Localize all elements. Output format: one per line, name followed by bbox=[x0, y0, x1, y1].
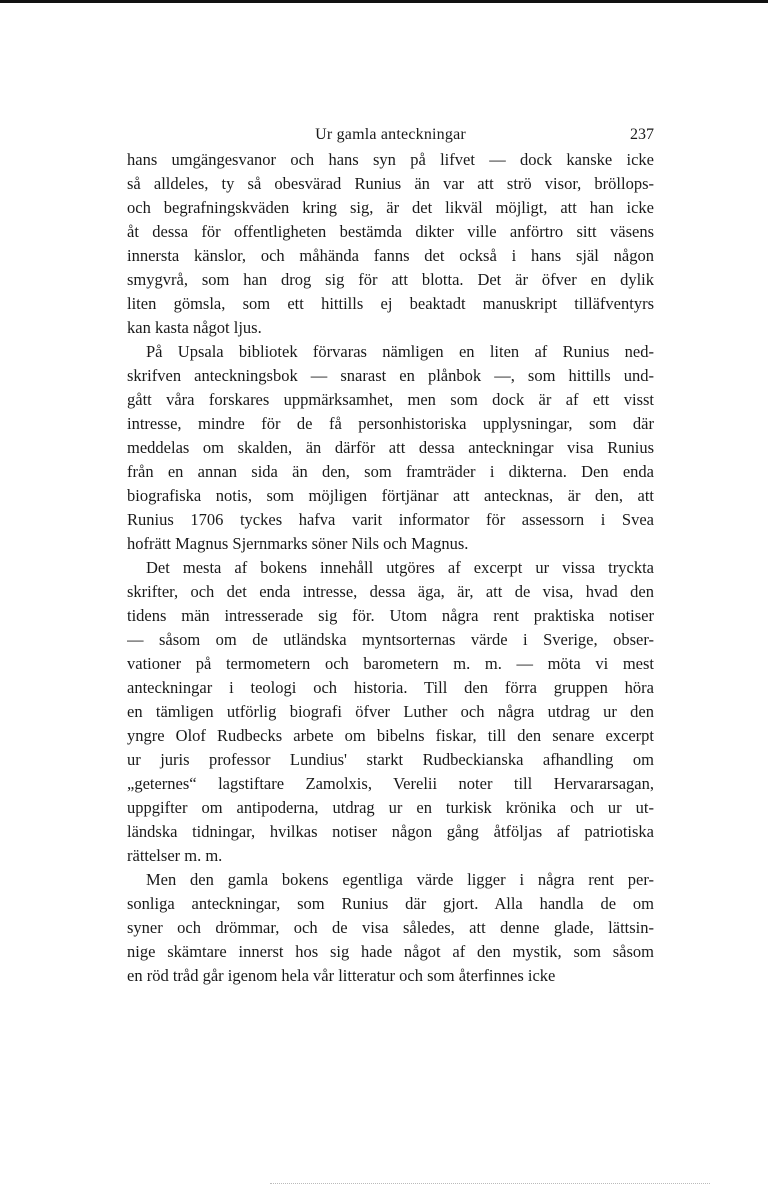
body-text bbox=[127, 148, 654, 988]
text-line: så alldeles, ty så obesvärad Runius än var att strö visor, bröllops- bbox=[127, 174, 654, 193]
text-line: Men den gamla bokens egentliga värde ligger i några rent per- bbox=[146, 870, 654, 889]
text-line: vationer på termometern och barometern m. m. — möta vi mest bbox=[127, 654, 654, 673]
text-line: „geternes“ lagstiftare Zamolxis, Verelii noter till Hervararsagan, bbox=[127, 774, 654, 793]
text-line: och begrafningskväden kring sig, är det likväl möjligt, att han icke bbox=[127, 198, 654, 217]
paragraph bbox=[127, 148, 654, 340]
text-line: biografiska notis, som möjligen förtjänar att antecknas, är den, att bbox=[127, 486, 654, 505]
text-line: hofrätt Magnus Sjernmarks söner Nils och Magnus. bbox=[127, 534, 469, 553]
text-line: meddelas om skalden, än därför att dessa anteckningar visa Runius bbox=[127, 438, 654, 457]
text-line: Det mesta af bokens innehåll utgöres af excerpt ur vissa tryckta bbox=[146, 558, 654, 577]
text-line: Runius 1706 tyckes hafva varit informator för assessorn i Svea bbox=[127, 510, 654, 529]
text-line: tidens män intresserade sig för. Utom några rent praktiska notiser bbox=[127, 606, 654, 625]
text-line: rättelser m. m. bbox=[127, 846, 223, 865]
paragraph bbox=[127, 868, 654, 988]
text-line: yngre Olof Rudbecks arbete om bibelns fiskar, till den senare excerpt bbox=[127, 726, 654, 745]
page-number: 237 bbox=[630, 126, 654, 143]
paragraph bbox=[127, 340, 654, 556]
text-line: uppgifter om antipoderna, utdrag ur en turkisk krönika och ur ut- bbox=[127, 798, 654, 817]
text-line: ländska tidningar, hvilkas notiser någon gång åtföljas af patriotiska bbox=[127, 822, 654, 841]
text-line: hans umgängesvanor och hans syn på lifvet — dock kanske icke bbox=[127, 150, 654, 169]
text-line: skrifven anteckningsbok — snarast en plånbok —, som hittills und- bbox=[127, 366, 654, 385]
scan-artifact-line bbox=[270, 1183, 710, 1184]
text-line: syner och drömmar, och de visa således, att denne glade, lättsin- bbox=[127, 918, 654, 937]
text-line: gått våra forskares uppmärksamhet, men som dock är af ett visst bbox=[127, 390, 654, 409]
text-line: smygvrå, som han drog sig för att blotta. Det är öfver en dylik bbox=[127, 270, 654, 289]
text-line: en tämligen utförlig biografi öfver Luther och några utdrag ur den bbox=[127, 702, 654, 721]
text-line: liten gömsla, som ett hittills ej beaktadt manuskript tilläfventyrs bbox=[127, 294, 654, 313]
text-line: nige skämtare innerst hos sig hade något af den mystik, som såsom bbox=[127, 942, 654, 961]
text-line: ur juris professor Lundius' starkt Rudbeckianska afhandling om bbox=[127, 750, 654, 769]
text-line: åt dessa för offentligheten bestämda dikter ville anförtro sitt väsens bbox=[127, 222, 654, 241]
text-line: kan kasta något ljus. bbox=[127, 318, 262, 337]
text-line: en röd tråd går igenom hela vår litteratur och som återfinnes icke bbox=[127, 966, 556, 985]
page-header bbox=[127, 126, 654, 150]
text-line: skrifter, och det enda intresse, dessa äga, är, att de visa, hvad den bbox=[127, 582, 654, 601]
text-line: På Upsala bibliotek förvaras nämligen en liten af Runius ned- bbox=[146, 342, 654, 361]
paragraph bbox=[127, 556, 654, 868]
text-line: anteckningar i teologi och historia. Till den förra gruppen höra bbox=[127, 678, 654, 697]
text-line: — såsom om de utländska myntsorternas värde i Sverige, obser- bbox=[127, 630, 654, 649]
text-line: innersta känslor, och måhända fanns det också i hans själ någon bbox=[127, 246, 654, 265]
running-title: Ur gamla anteckningar bbox=[315, 126, 466, 143]
text-line: från en annan sida än den, som framträder i dikterna. Den enda bbox=[127, 462, 654, 481]
page-top-border bbox=[0, 0, 768, 3]
text-line: intresse, mindre för de få personhistoriska upplysningar, som där bbox=[127, 414, 654, 433]
text-line: sonliga anteckningar, som Runius där gjort. Alla handla de om bbox=[127, 894, 654, 913]
